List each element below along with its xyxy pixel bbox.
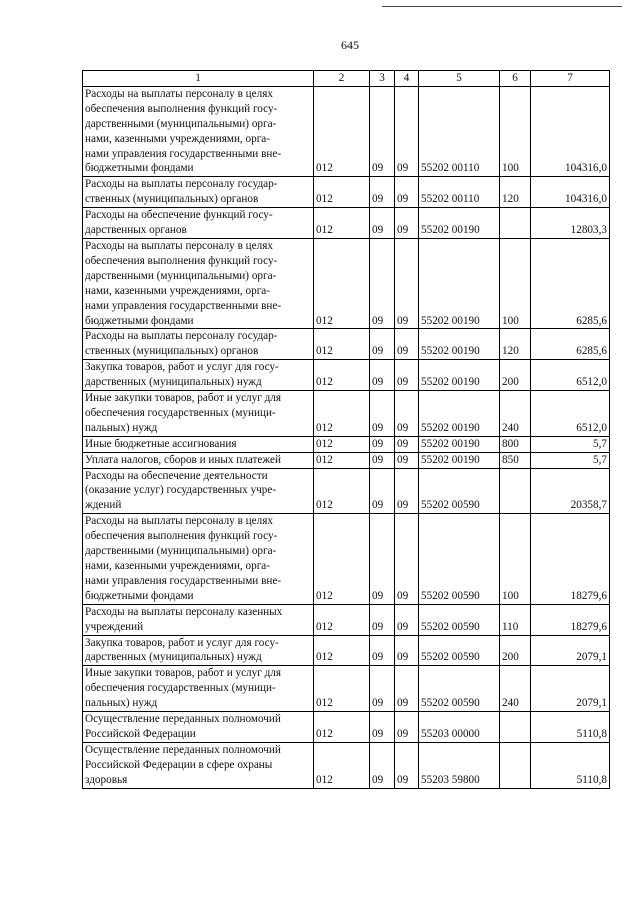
description-line: обеспечения выполнения функций госу- — [85, 254, 278, 267]
description-line: Расходы на выплаты персоналу казенных — [85, 605, 283, 618]
table-row — [83, 360, 610, 391]
row-ministry-code: 012 — [314, 452, 370, 468]
table-row — [83, 514, 610, 604]
description-line: Российской Федерации в сфере охраны — [85, 758, 273, 771]
description-line: дарственными (муниципальными) орга- — [85, 269, 277, 282]
row-expense-type: 120 — [500, 177, 531, 208]
row-subsection-code: 09 — [395, 712, 419, 743]
table-row — [83, 666, 610, 712]
budget-table-body — [83, 71, 610, 789]
description-line: (оказание услуг) государственных учре- — [85, 484, 277, 497]
description-line: нами, казенными учреждениями, орга- — [85, 560, 270, 572]
row-description — [83, 468, 314, 514]
row-expense-type: 850 — [500, 452, 531, 468]
description-line: пальных) нужд — [85, 697, 158, 710]
description-line: учреждений — [85, 620, 144, 633]
row-amount: 5110,8 — [531, 712, 610, 743]
description-line: Расходы на выплаты персоналу государ- — [85, 178, 278, 191]
row-ministry-code: 012 — [314, 604, 370, 635]
row-subsection-code: 09 — [395, 742, 419, 788]
row-target-article: 55202 00190 — [419, 208, 500, 239]
row-description — [83, 177, 314, 208]
description-line: Расходы на выплаты персоналу государ- — [85, 330, 278, 343]
row-ministry-code: 012 — [314, 635, 370, 666]
row-expense-type — [500, 742, 531, 788]
description-line: Иные закупки товаров, работ и услуг для — [85, 392, 282, 405]
row-section-code: 09 — [370, 604, 395, 635]
row-target-article: 55202 00590 — [419, 666, 500, 712]
description-line: Расходы на выплаты персоналу в целях — [85, 515, 273, 528]
header-col-1: 1 — [83, 71, 314, 87]
table-row — [83, 468, 610, 514]
row-ministry-code: 012 — [314, 177, 370, 208]
description-line: Осуществление переданных полномочий — [85, 743, 281, 756]
description-line: дарственных органов — [85, 224, 187, 237]
row-section-code: 09 — [370, 208, 395, 239]
row-target-article: 55202 00190 — [419, 360, 500, 391]
header-col-5: 5 — [419, 71, 500, 87]
row-description — [83, 452, 314, 468]
row-target-article: 55202 00190 — [419, 452, 500, 468]
row-ministry-code: 012 — [314, 329, 370, 360]
row-ministry-code: 012 — [314, 391, 370, 437]
row-description — [83, 666, 314, 712]
description-line: обеспечения выполнения функций госу- — [85, 530, 278, 543]
row-expense-type — [500, 208, 531, 239]
row-ministry-code: 012 — [314, 742, 370, 788]
row-ministry-code: 012 — [314, 666, 370, 712]
row-amount: 2079,1 — [531, 635, 610, 666]
row-amount: 5110,8 — [531, 742, 610, 788]
description-line: дарственными (муниципальными) орга- — [85, 545, 277, 558]
description-line: обеспечения государственных (муници- — [85, 682, 276, 695]
row-amount: 104316,0 — [531, 177, 610, 208]
description-line: ждений — [85, 499, 122, 512]
row-amount: 6512,0 — [531, 391, 610, 437]
row-subsection-code: 09 — [395, 604, 419, 635]
description-line: Иные бюджетные ассигнования — [85, 437, 237, 450]
description-line: обеспечения государственных (муници- — [85, 406, 276, 419]
row-subsection-code: 09 — [395, 360, 419, 391]
row-ministry-code: 012 — [314, 712, 370, 743]
row-subsection-code: 09 — [395, 391, 419, 437]
row-description — [83, 604, 314, 635]
description-line: Закупка товаров, работ и услуг для госу- — [85, 636, 279, 649]
row-subsection-code: 09 — [395, 514, 419, 604]
row-section-code: 09 — [370, 436, 395, 452]
row-ministry-code: 012 — [314, 436, 370, 452]
row-section-code: 09 — [370, 514, 395, 604]
table-row — [83, 177, 610, 208]
row-description — [83, 238, 314, 328]
row-expense-type: 120 — [500, 329, 531, 360]
row-description — [83, 360, 314, 391]
description-line: дарственных (муниципальных) нужд — [85, 376, 262, 389]
row-subsection-code: 09 — [395, 208, 419, 239]
row-expense-type: 240 — [500, 666, 531, 712]
description-line: нами, казенными учреждениями, орга- — [85, 284, 270, 297]
row-target-article: 55202 00190 — [419, 238, 500, 328]
row-amount: 5,7 — [531, 452, 610, 468]
row-amount: 12803,3 — [531, 208, 610, 239]
row-subsection-code: 09 — [395, 86, 419, 176]
description-line: Расходы на обеспечение деятельности — [85, 469, 268, 482]
row-amount: 18279,6 — [531, 604, 610, 635]
row-section-code: 09 — [370, 468, 395, 514]
header-col-3: 3 — [370, 71, 395, 87]
row-section-code: 09 — [370, 452, 395, 468]
table-row — [83, 86, 610, 176]
row-section-code: 09 — [370, 742, 395, 788]
table-row — [83, 329, 610, 360]
row-section-code: 09 — [370, 238, 395, 328]
description-line: Осуществление переданных полномочий — [85, 713, 281, 726]
row-target-article: 55202 00590 — [419, 635, 500, 666]
description-line: пальных) нужд — [85, 421, 158, 434]
row-target-article: 55202 00190 — [419, 391, 500, 437]
header-col-4: 4 — [395, 71, 419, 87]
row-amount: 104316,0 — [531, 86, 610, 176]
row-subsection-code: 09 — [395, 635, 419, 666]
row-section-code: 09 — [370, 177, 395, 208]
row-expense-type: 200 — [500, 360, 531, 391]
row-amount: 5,7 — [531, 436, 610, 452]
row-subsection-code: 09 — [395, 666, 419, 712]
row-ministry-code: 012 — [314, 238, 370, 328]
description-line: Закупка товаров, работ и услуг для госу- — [85, 361, 279, 374]
row-target-article: 55202 00190 — [419, 436, 500, 452]
row-section-code: 09 — [370, 666, 395, 712]
row-ministry-code: 012 — [314, 208, 370, 239]
row-subsection-code: 09 — [395, 436, 419, 452]
description-line: бюджетными фондами — [85, 589, 194, 602]
description-line: обеспечения выполнения функций госу- — [85, 102, 278, 115]
row-expense-type: 110 — [500, 604, 531, 635]
row-expense-type: 100 — [500, 238, 531, 328]
description-line: Расходы на выплаты персоналу в целях — [85, 239, 273, 252]
row-description — [83, 742, 314, 788]
row-description — [83, 391, 314, 437]
table-header-row — [83, 71, 610, 87]
description-line: бюджетными фондами — [85, 314, 194, 327]
row-ministry-code: 012 — [314, 86, 370, 176]
row-amount: 18279,6 — [531, 514, 610, 604]
table-row — [83, 712, 610, 743]
row-section-code: 09 — [370, 360, 395, 391]
description-line: нами управления государственными вне- — [85, 574, 282, 587]
table-row — [83, 742, 610, 788]
description-line: Расходы на обеспечение функций госу- — [85, 209, 273, 222]
header-col-6: 6 — [500, 71, 531, 87]
table-row — [83, 635, 610, 666]
row-target-article: 55202 00590 — [419, 468, 500, 514]
header-col-2: 2 — [314, 71, 370, 87]
row-expense-type: 100 — [500, 86, 531, 176]
table-row — [83, 604, 610, 635]
row-subsection-code: 09 — [395, 452, 419, 468]
row-expense-type: 800 — [500, 436, 531, 452]
row-description — [83, 208, 314, 239]
row-description — [83, 635, 314, 666]
row-description — [83, 514, 314, 604]
row-target-article: 55203 00000 — [419, 712, 500, 743]
row-ministry-code: 012 — [314, 514, 370, 604]
row-section-code: 09 — [370, 329, 395, 360]
description-line: ственных (муниципальных) органов — [85, 193, 259, 206]
header-col-7: 7 — [531, 71, 610, 87]
row-subsection-code: 09 — [395, 329, 419, 360]
row-ministry-code: 012 — [314, 360, 370, 391]
row-target-article: 55202 00590 — [419, 514, 500, 604]
row-target-article: 55202 00110 — [419, 177, 500, 208]
table-row — [83, 208, 610, 239]
row-amount: 6285,6 — [531, 329, 610, 360]
row-amount: 6285,6 — [531, 238, 610, 328]
row-target-article: 55202 00590 — [419, 604, 500, 635]
description-line: Российской Федерации — [85, 727, 196, 740]
description-line: Уплата налогов, сборов и иных платежей — [85, 453, 281, 466]
budget-table — [82, 70, 610, 789]
table-row — [83, 452, 610, 468]
row-target-article: 55202 00190 — [419, 329, 500, 360]
row-description — [83, 436, 314, 452]
table-row — [83, 436, 610, 452]
row-expense-type: 200 — [500, 635, 531, 666]
description-line: Расходы на выплаты персоналу в целях — [85, 87, 273, 100]
description-line: дарственных (муниципальных) нужд — [85, 651, 262, 664]
row-section-code: 09 — [370, 712, 395, 743]
row-expense-type — [500, 468, 531, 514]
row-expense-type: 100 — [500, 514, 531, 604]
description-line: ственных (муниципальных) органов — [85, 345, 259, 358]
row-amount: 2079,1 — [531, 666, 610, 712]
row-target-article: 55202 00110 — [419, 86, 500, 176]
row-description — [83, 329, 314, 360]
table-row — [83, 391, 610, 437]
description-line: нами управления государственными вне- — [85, 147, 282, 160]
description-line: Иные закупки товаров, работ и услуг для — [85, 667, 282, 680]
top-rule — [382, 6, 622, 7]
row-amount: 6512,0 — [531, 360, 610, 391]
table-row — [83, 238, 610, 328]
description-line: нами, казенными учреждениями, орга- — [85, 132, 270, 145]
row-subsection-code: 09 — [395, 177, 419, 208]
row-section-code: 09 — [370, 391, 395, 437]
row-expense-type: 240 — [500, 391, 531, 437]
row-subsection-code: 09 — [395, 238, 419, 328]
description-line: дарственными (муниципальными) орга- — [85, 117, 277, 130]
row-description — [83, 86, 314, 176]
row-subsection-code: 09 — [395, 468, 419, 514]
page-number: 645 — [341, 38, 359, 52]
row-amount: 20358,7 — [531, 468, 610, 514]
description-line: здоровья — [85, 773, 128, 786]
description-line: нами управления государственными вне- — [85, 299, 282, 312]
row-section-code: 09 — [370, 86, 395, 176]
row-section-code: 09 — [370, 635, 395, 666]
description-line: бюджетными фондами — [85, 162, 194, 175]
row-target-article: 55203 59800 — [419, 742, 500, 788]
row-description — [83, 712, 314, 743]
row-ministry-code: 012 — [314, 468, 370, 514]
row-expense-type — [500, 712, 531, 743]
